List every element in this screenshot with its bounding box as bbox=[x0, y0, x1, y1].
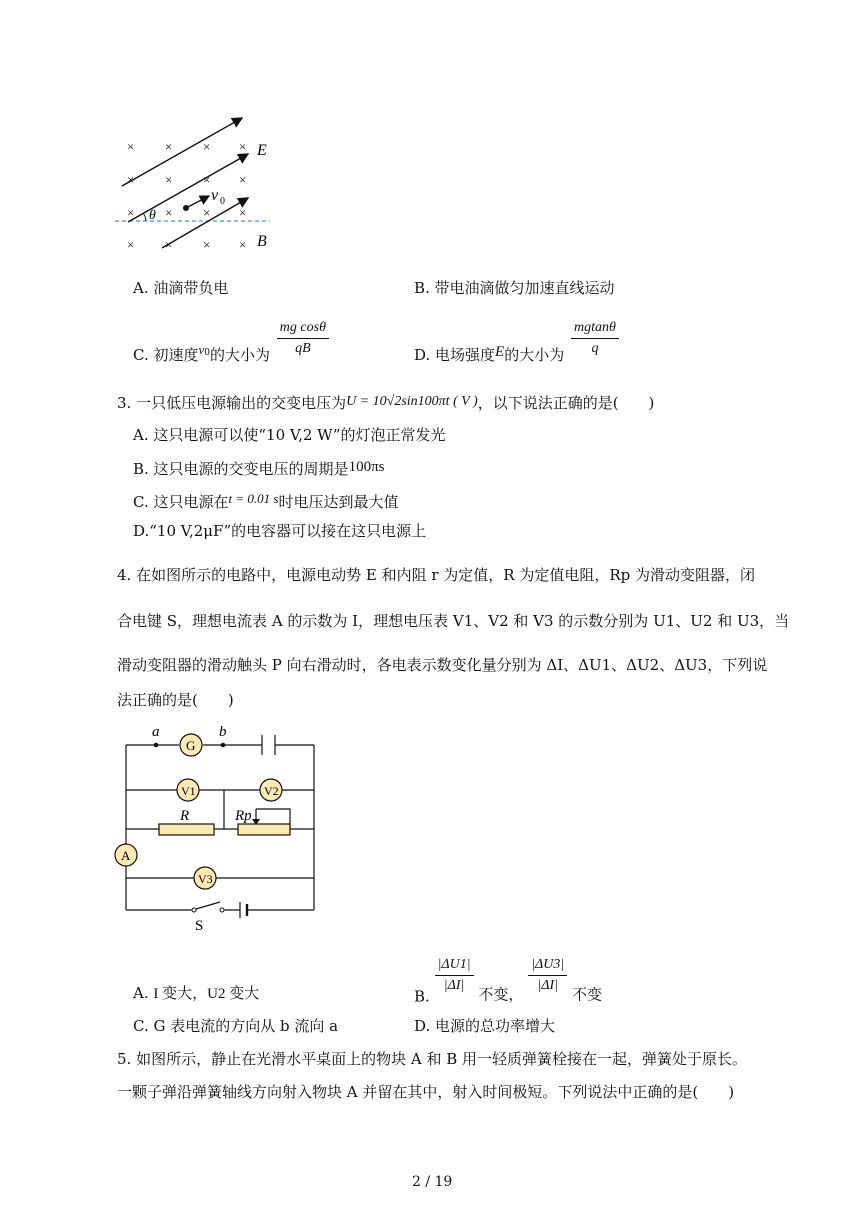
rheostat-rp bbox=[238, 824, 290, 835]
q2-option-d: D. 电场强度E的大小为 $\frac{mgtan\theta}{q}$ bbox=[414, 318, 619, 365]
q2-option-d-prefix: D. 电场强度 bbox=[414, 346, 496, 364]
q5-stem-line1: 5. 如图所示，静止在光滑水平桌面上的物块 A 和 B 用一轻质弹簧栓接在一起，弹簧处于原长。 bbox=[117, 1050, 748, 1068]
label-G: G bbox=[186, 738, 196, 753]
label-v: v bbox=[211, 187, 219, 204]
q3-stem-prefix: 3. 一只低压电源输出的交变电压为 bbox=[117, 394, 347, 412]
q3-stem bbox=[117, 392, 654, 413]
q4-stem-line2: 合电键 S，理想电流表 A 的示数为 I，理想电压表 V1、V2 和 V3 的示数分别为 U1、U2 和 U3，当 bbox=[117, 612, 790, 630]
cross-mark: × bbox=[127, 139, 135, 154]
resistor-r bbox=[159, 824, 214, 835]
field-line bbox=[122, 118, 242, 186]
q3-option-c bbox=[133, 489, 398, 512]
q3-option-c-suffix: 时电压达到最大值 bbox=[278, 493, 399, 511]
cross-mark: × bbox=[165, 139, 173, 154]
q2-option-c-mid: 的大小为 bbox=[210, 346, 271, 364]
q4-option-b bbox=[414, 955, 602, 1007]
cross-mark: × bbox=[203, 237, 211, 252]
q5-stem-line2: 一颗子弹沿弹簧轴线方向射入物块 A 并留在其中，射入时间极短。下列说法中正确的是( ) bbox=[117, 1083, 735, 1101]
q4-option-b-prefix: B. bbox=[414, 987, 430, 1006]
label-Rp: Rp bbox=[235, 808, 252, 824]
q4-option-b-suffix: 不变 bbox=[572, 985, 603, 1004]
label-b: b bbox=[219, 724, 227, 740]
q4-stem-line1: 4. 在如图所示的电路中，电源电动势 E 和内阻 r 为定值，R 为定值电阻，Rp 为滑动变阻器，闭 bbox=[117, 566, 756, 584]
q3-option-b-prefix: B. 这只电源的交变电压的周期是 bbox=[133, 460, 349, 478]
cross-mark: × bbox=[127, 237, 135, 252]
q2-option-b: B. 带电油滴做匀加速直线运动 bbox=[414, 279, 615, 297]
label-V2: V2 bbox=[264, 784, 279, 798]
cross-mark: × bbox=[239, 172, 247, 187]
q4-option-b-numerator-1: |ΔU1| bbox=[435, 955, 474, 976]
q4-option-a-prefix: A. bbox=[133, 984, 149, 1002]
cross-mark: × bbox=[239, 205, 247, 220]
cross-mark: × bbox=[203, 205, 211, 220]
q3-stem-suffix: ，以下说法正确的是( ) bbox=[477, 394, 655, 412]
q3-formula: U = 10√2sin100πt ( V ) bbox=[346, 394, 478, 409]
label-A: A bbox=[121, 848, 131, 863]
q3-option-c-value: t = 0.01 s bbox=[228, 491, 279, 506]
q3-option-b-value: 100πs bbox=[348, 459, 385, 475]
label-R: R bbox=[180, 808, 190, 824]
q2-option-c-numerator: mg cosθ bbox=[277, 318, 329, 339]
q4-option-b-denominator-1: |ΔI| bbox=[443, 978, 465, 993]
page-number: 2 / 19 bbox=[412, 1174, 453, 1190]
circuit-diagram bbox=[110, 718, 330, 933]
point-b bbox=[221, 743, 226, 748]
label-S: S bbox=[195, 918, 204, 933]
q4-option-a bbox=[133, 983, 259, 1004]
cross-mark: × bbox=[165, 205, 173, 220]
q2-option-d-mid: 的大小为 bbox=[504, 346, 565, 364]
q2-option-d-denominator: q bbox=[591, 341, 599, 356]
q4-option-b-denominator-2: |ΔI| bbox=[537, 978, 558, 993]
q3-option-d: D.“10 V,2μF”的电容器可以接在这只电源上 bbox=[133, 522, 427, 540]
label-theta: θ bbox=[149, 208, 156, 223]
q2-option-c-denominator: qB bbox=[295, 341, 311, 356]
q3-option-b bbox=[133, 457, 384, 479]
q3-option-a: A. 这只电源可以使“10 V,2 W”的灯泡正常发光 bbox=[133, 426, 446, 444]
field-diagram bbox=[110, 110, 290, 260]
label-E: E bbox=[257, 142, 267, 159]
q4-option-b-mid: 不变， bbox=[478, 985, 524, 1004]
q4-option-a-text: I 变大，U2 变大 bbox=[153, 986, 260, 1002]
q4-stem-line4: 法正确的是( ) bbox=[117, 691, 234, 709]
cross-mark: × bbox=[165, 172, 173, 187]
point-a bbox=[154, 743, 159, 748]
cross-mark: × bbox=[239, 237, 247, 252]
label-V3: V3 bbox=[198, 872, 213, 886]
cross-mark: × bbox=[165, 237, 173, 252]
q4-option-c: C. G 表电流的方向从 b 流向 a bbox=[133, 1017, 339, 1035]
label-v-sub: 0 bbox=[220, 196, 225, 207]
q4-option-d: D. 电源的总功率增大 bbox=[414, 1017, 556, 1035]
label-a: a bbox=[152, 724, 160, 740]
q4-option-b-numerator-2: |ΔU3| bbox=[528, 955, 567, 976]
cross-mark: × bbox=[239, 139, 247, 154]
switch-lever bbox=[196, 902, 220, 909]
q3-option-c-prefix: C. 这只电源在 bbox=[133, 493, 229, 511]
cross-mark: × bbox=[127, 172, 135, 187]
q2-option-c: C. 初速度$v^0$的大小为 $\frac{\text{mg cosθ}}{qB}$ bbox=[133, 318, 329, 365]
angle-arc bbox=[143, 213, 146, 221]
q2-option-d-numerator: mgtanθ bbox=[571, 318, 619, 339]
cross-mark: × bbox=[203, 139, 211, 154]
cross-mark: × bbox=[127, 205, 135, 220]
q4-stem-line3: 滑动变阻器的滑动触头 P 向右滑动时，各电表示数变化量分别为 ΔI、ΔU1、ΔU2、ΔU3，下列说 bbox=[117, 656, 768, 674]
q2-option-a: A. 油滴带负电 bbox=[133, 279, 229, 297]
q2-option-c-prefix: C. 初速度 bbox=[133, 346, 199, 364]
label-V1: V1 bbox=[181, 784, 196, 798]
field-line bbox=[128, 154, 248, 222]
cross-mark: × bbox=[203, 172, 211, 187]
label-B: B bbox=[257, 233, 267, 250]
